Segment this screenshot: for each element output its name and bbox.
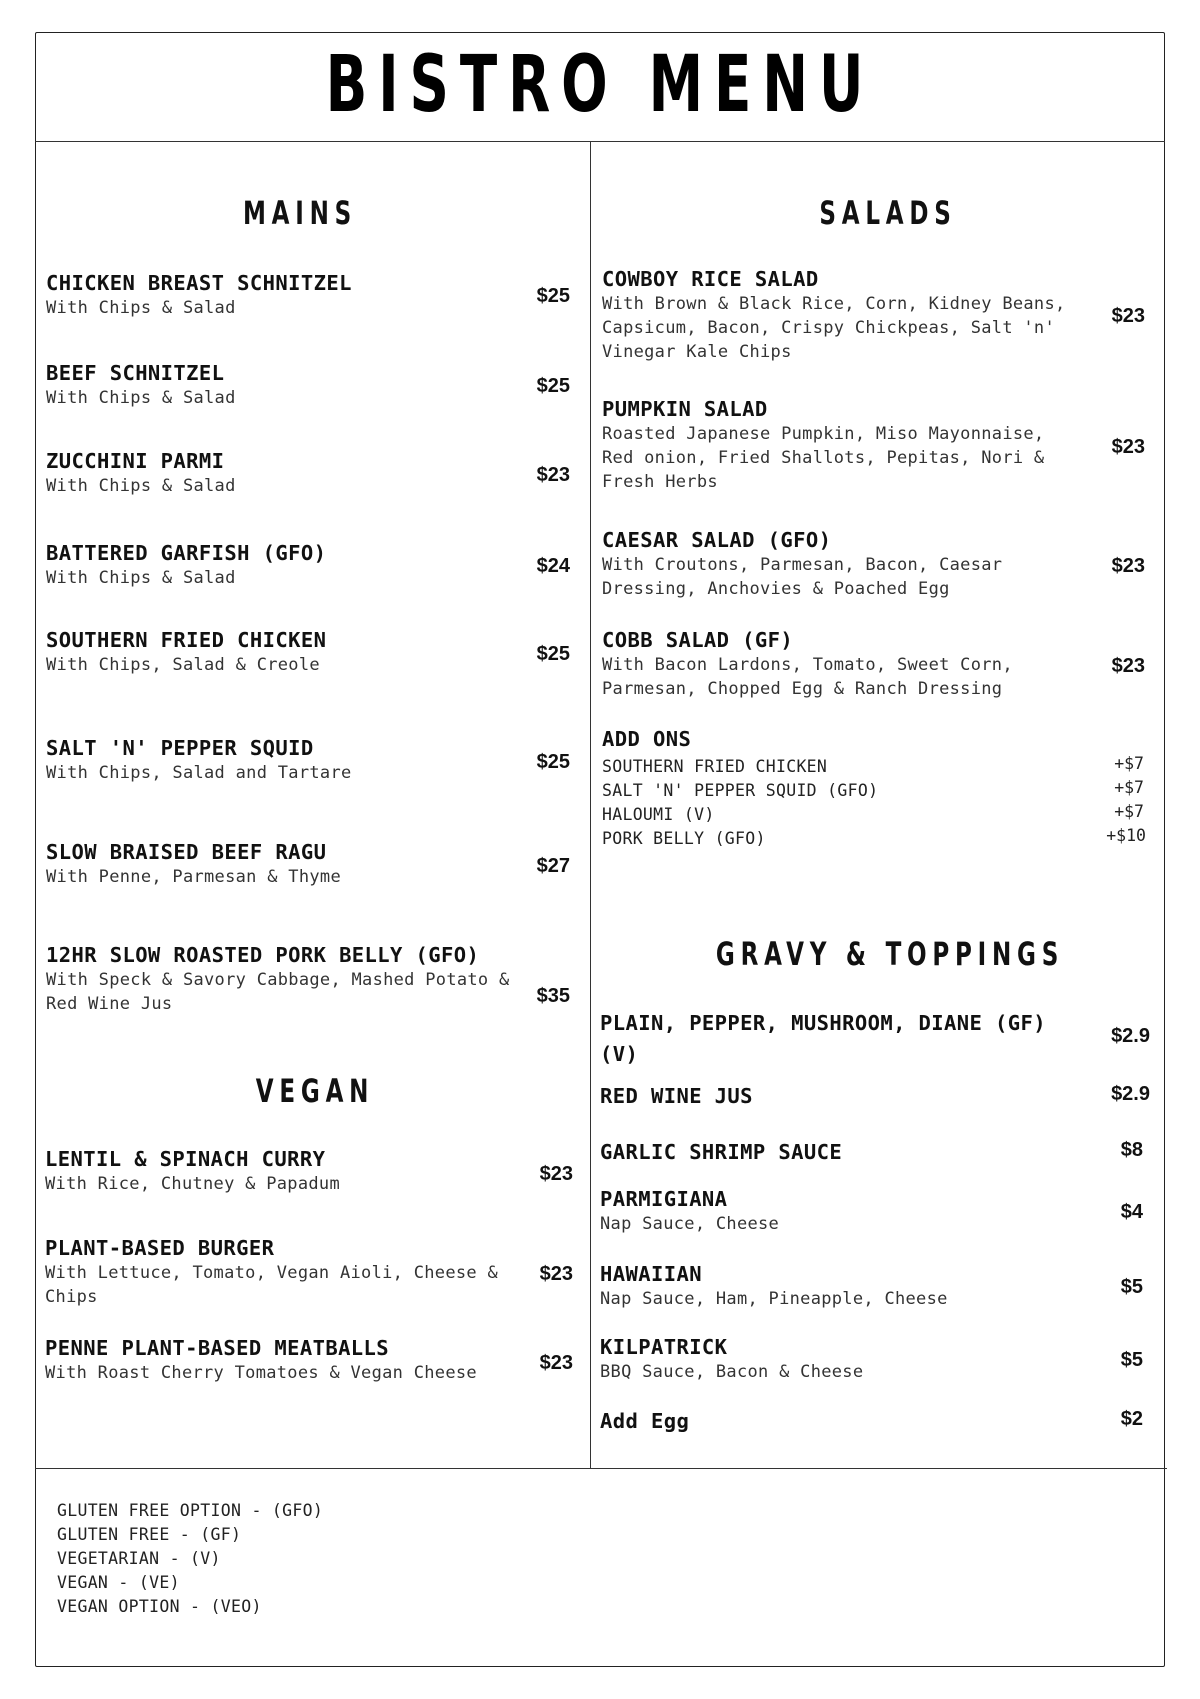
item-description: With Chips & Salad	[46, 476, 236, 496]
item-price: $23	[539, 1352, 573, 1374]
item-description: With Bacon Lardons, Tomato, Sweet Corn, Parmesan, Chopped Egg & Ranch Dressing	[602, 655, 1013, 699]
item-name: GARLIC SHRIMP SAUCE	[600, 1140, 843, 1164]
addon-item: SALT 'N' PEPPER SQUID (GFO)	[602, 781, 879, 800]
item-price: $23	[1111, 436, 1145, 458]
item-name: PUMPKIN SALAD	[602, 397, 768, 421]
menu-item-battered-garfish	[46, 540, 516, 590]
add-ons-heading: ADD ONS	[602, 727, 692, 751]
item-description: BBQ Sauce, Bacon & Cheese	[600, 1362, 864, 1382]
item-price: $2.9	[1111, 1083, 1150, 1105]
item-name: SALT 'N' PEPPER SQUID	[46, 736, 314, 760]
mains-heading: MAINS	[242, 194, 358, 232]
menu-item-caesar-salad	[602, 527, 1032, 601]
item-description: With Chips & Salad	[46, 568, 236, 588]
item-price: $23	[1111, 655, 1145, 677]
item-name: COBB SALAD (GF)	[602, 628, 794, 652]
item-name: PLANT-BASED BURGER	[45, 1236, 275, 1260]
item-description: With Brown & Black Rice, Corn, Kidney Beans, Capsicum, Bacon, Crispy Chickpeas, Salt 'n' Vinegar Kale Chips	[602, 294, 1066, 362]
item-price: $23	[536, 464, 570, 486]
item-description: With Chips & Salad	[46, 388, 236, 408]
menu-item-beef-schnitzel	[46, 360, 516, 410]
item-name: PLAIN, PEPPER, MUSHROOM, DIANE (GF) (V)	[600, 1011, 1046, 1066]
addon-price: +$7	[1114, 802, 1144, 821]
topping-item-red-wine-jus	[600, 1083, 1070, 1109]
addon-item: SOUTHERN FRIED CHICKEN	[602, 757, 828, 776]
topping-item-garlic-shrimp-sauce	[600, 1139, 1070, 1165]
column-divider	[590, 142, 591, 1469]
item-price: $23	[1111, 305, 1145, 327]
topping-item-kilpatrick	[600, 1334, 1070, 1384]
item-description: With Chips, Salad & Creole	[46, 655, 320, 675]
topping-item-gravy	[600, 1008, 1070, 1070]
topping-item-hawaiian	[600, 1261, 1070, 1311]
item-name: CHICKEN BREAST SCHNITZEL	[46, 271, 352, 295]
item-price: $25	[536, 285, 570, 307]
salads-heading: SALADS	[819, 194, 957, 232]
item-name: CAESAR SALAD (GFO)	[602, 528, 832, 552]
menu-item-pumpkin-salad	[602, 396, 1072, 494]
menu-item-cobb-salad	[602, 627, 1042, 701]
item-price: $2	[1120, 1408, 1143, 1430]
menu-item-salt-n-pepper-squid	[46, 735, 516, 785]
item-name: ZUCCHINI PARMI	[46, 449, 225, 473]
item-description: With Rice, Chutney & Papadum	[45, 1174, 340, 1194]
item-price: $35	[536, 985, 570, 1007]
item-description: With Speck & Savory Cabbage, Mashed Potato & Red Wine Jus	[46, 970, 510, 1014]
legend-gf: GLUTEN FREE - (GF)	[57, 1525, 242, 1544]
item-price: $4	[1120, 1201, 1143, 1223]
header-divider	[35, 141, 1165, 142]
item-price: $23	[1111, 555, 1145, 577]
item-name: RED WINE JUS	[600, 1084, 753, 1108]
legend-gfo: GLUTEN FREE OPTION - (GFO)	[57, 1501, 324, 1520]
item-price: $23	[539, 1163, 573, 1185]
item-name: HAWAIIAN	[600, 1262, 702, 1286]
item-name: KILPATRICK	[600, 1335, 728, 1359]
addon-item: HALOUMI (V)	[602, 805, 715, 824]
item-name: SOUTHERN FRIED CHICKEN	[46, 628, 327, 652]
item-description: With Chips & Salad	[46, 298, 236, 318]
item-description: With Penne, Parmesan & Thyme	[46, 867, 341, 887]
legend-veo: VEGAN OPTION - (VEO)	[57, 1597, 262, 1616]
item-description: With Lettuce, Tomato, Vegan Aioli, Cheese & Chips	[45, 1263, 498, 1307]
addon-price: +$10	[1106, 826, 1146, 845]
item-description: Nap Sauce, Ham, Pineapple, Cheese	[600, 1289, 948, 1309]
item-name: PARMIGIANA	[600, 1187, 728, 1211]
item-price: $25	[536, 751, 570, 773]
item-description: With Croutons, Parmesan, Bacon, Caesar Dressing, Anchovies & Poached Egg	[602, 555, 1003, 599]
item-price: $8	[1120, 1139, 1143, 1161]
item-name: LENTIL & SPINACH CURRY	[45, 1147, 326, 1171]
menu-item-pork-belly	[46, 942, 516, 1016]
item-name: 12HR SLOW ROASTED PORK BELLY (GFO)	[46, 943, 480, 967]
topping-item-add-egg	[600, 1408, 1070, 1434]
item-price: $25	[536, 375, 570, 397]
item-name: PENNE PLANT-BASED MEATBALLS	[45, 1336, 390, 1360]
item-description: With Chips, Salad and Tartare	[46, 763, 352, 783]
menu-item-cowboy-rice-salad	[602, 266, 1077, 364]
topping-item-parmigiana	[600, 1186, 1070, 1236]
legend-v: VEGETARIAN - (V)	[57, 1549, 221, 1568]
footer-divider	[35, 1468, 1167, 1469]
item-name: SLOW BRAISED BEEF RAGU	[46, 840, 327, 864]
item-price: $23	[539, 1263, 573, 1285]
item-price: $5	[1120, 1349, 1143, 1371]
menu-item-lentil-spinach-curry	[45, 1146, 515, 1196]
item-name: BATTERED GARFISH (GFO)	[46, 541, 327, 565]
addon-price: +$7	[1114, 754, 1144, 773]
item-price: $5	[1120, 1276, 1143, 1298]
vegan-heading: VEGAN	[255, 1072, 375, 1110]
item-description: With Roast Cherry Tomatoes & Vegan Cheese	[45, 1363, 477, 1383]
item-description: Nap Sauce, Cheese	[600, 1214, 780, 1234]
menu-item-slow-braised-beef-ragu	[46, 839, 516, 889]
addon-price: +$7	[1114, 778, 1144, 797]
addon-item: PORK BELLY (GFO)	[602, 829, 766, 848]
gravy-toppings-heading: GRAVY & TOPPINGS	[715, 935, 1065, 973]
menu-title: BISTRO MENU	[325, 40, 875, 130]
item-price: $2.9	[1111, 1025, 1150, 1047]
menu-item-zucchini-parmi	[46, 448, 516, 498]
menu-item-plant-based-burger	[45, 1235, 525, 1309]
item-price: $24	[536, 555, 570, 577]
item-name: Add Egg	[600, 1409, 690, 1433]
item-price: $27	[536, 855, 570, 877]
item-price: $25	[536, 643, 570, 665]
menu-item-chicken-breast-schnitzel	[46, 270, 516, 320]
menu-item-penne-plant-based-meatballs	[45, 1335, 525, 1385]
item-description: Roasted Japanese Pumpkin, Miso Mayonnaise, Red onion, Fried Shallots, Pepitas, Nori & Fresh Herbs	[602, 424, 1045, 492]
menu-item-southern-fried-chicken	[46, 627, 516, 677]
item-name: COWBOY RICE SALAD	[602, 267, 819, 291]
item-name: BEEF SCHNITZEL	[46, 361, 225, 385]
legend-ve: VEGAN - (VE)	[57, 1573, 180, 1592]
